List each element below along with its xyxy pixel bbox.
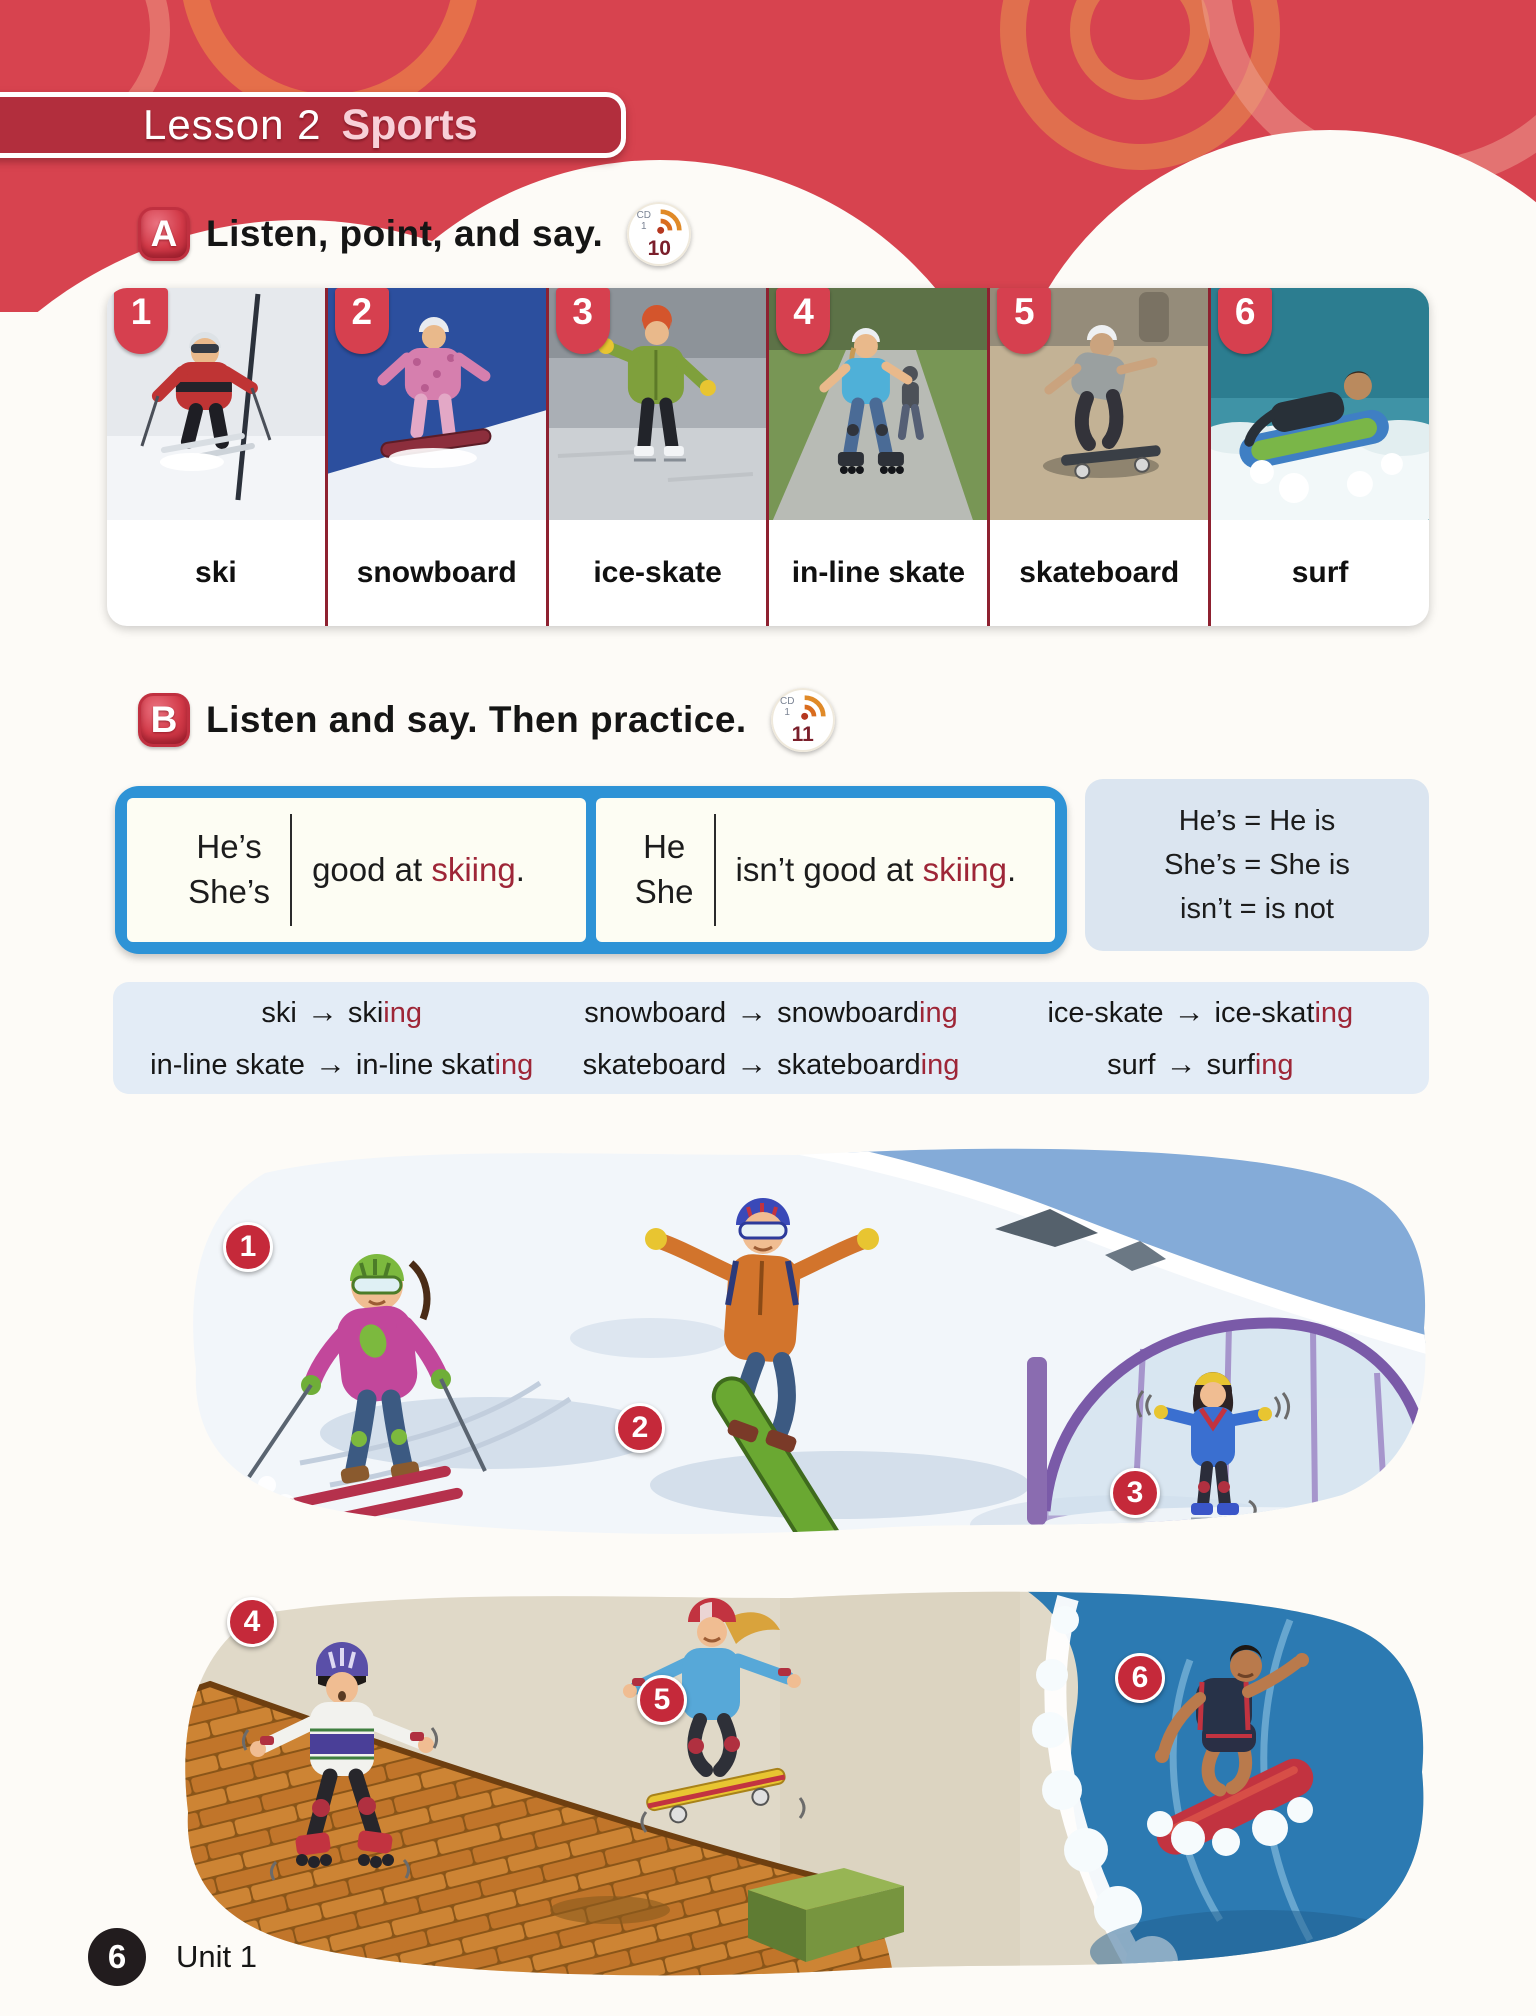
cd-number-label: CD 1 [779, 696, 795, 718]
unit-label: Unit 1 [176, 1939, 257, 1974]
gerund-transformations [113, 982, 1429, 1094]
lesson-title: Sports [341, 100, 478, 149]
contractions-note [1085, 779, 1429, 951]
transform-skateboard: skateboard → skateboarding [582, 1046, 960, 1081]
vocab-card-ice-skate [549, 288, 770, 626]
scene-number-badge: 6 [1115, 1653, 1165, 1703]
lesson-number: Lesson 2 [143, 101, 322, 148]
card-label: skateboard [1019, 556, 1180, 590]
pronoun: He’s [196, 828, 262, 866]
arrow-icon: → [306, 994, 338, 1029]
card-number-badge: 2 [335, 288, 389, 354]
card-number-badge: 5 [997, 288, 1051, 354]
section-a-title: Listen, point, and say. [206, 213, 604, 254]
page-footer [88, 1928, 257, 1986]
arrow-icon: → [1173, 994, 1205, 1029]
subject-pronouns [635, 825, 694, 914]
section-a-heading [138, 202, 691, 266]
card-label: snowboard [356, 556, 517, 590]
pronoun: She [634, 873, 694, 910]
negative-pattern [596, 798, 1055, 942]
arrow-icon: → [736, 1046, 768, 1081]
pronoun: She’s [188, 873, 271, 910]
cd-number-label: CD 1 [636, 210, 652, 232]
photo-ski [107, 288, 325, 520]
photo-snowboard [328, 288, 546, 520]
pronoun: He [643, 828, 686, 866]
arrow-icon: → [736, 994, 768, 1029]
scene-number-badge: 4 [227, 1597, 277, 1647]
grammar-pattern-box [115, 786, 1067, 954]
winter-scene-illustration [150, 1133, 1442, 1551]
section-b-title: Listen and say. Then practice. [206, 699, 747, 740]
scene-number-badge: 1 [223, 1222, 273, 1272]
street-beach-scene-panel [140, 1580, 1440, 1980]
arrow-icon: → [314, 1046, 346, 1081]
vocab-card-ski [107, 288, 328, 626]
vocab-card-in-line-skate [769, 288, 990, 626]
divider [714, 814, 716, 926]
vocabulary-photo-strip [107, 288, 1429, 626]
divider [290, 814, 292, 926]
photo-surf [1211, 288, 1429, 520]
card-number-badge: 1 [114, 288, 168, 354]
card-number-badge: 4 [776, 288, 830, 354]
scene-number-badge: 3 [1110, 1468, 1160, 1518]
audio-cd-icon [771, 688, 835, 752]
contraction-line: isn’t = is not [1180, 892, 1334, 925]
card-number-badge: 6 [1218, 288, 1272, 354]
card-label: ice-skate [593, 556, 722, 590]
photo-ice-skate [549, 288, 767, 520]
audio-track-number: 10 [647, 237, 671, 260]
photo-in-line-skate [769, 288, 987, 520]
transform-surf: surf → surfing [1107, 1046, 1294, 1081]
transform-ski: ski → skiing [261, 994, 422, 1029]
page-number: 6 [88, 1928, 146, 1986]
card-label: ski [195, 556, 237, 590]
subject-pronouns [188, 825, 270, 914]
vocab-card-snowboard [328, 288, 549, 626]
lesson-banner [0, 92, 626, 158]
contraction-line: She’s = She is [1164, 848, 1350, 881]
audio-cd-icon [627, 202, 691, 266]
scene-number-badge: 2 [615, 1403, 665, 1453]
transform-ice-skate: ice-skate → ice-skating [1047, 994, 1354, 1029]
card-label: surf [1291, 556, 1349, 590]
affirmative-pattern [127, 798, 586, 942]
predicate: good at skiing. [312, 851, 525, 888]
predicate: isn’t good at skiing. [735, 851, 1017, 888]
section-a-badge: A [138, 207, 190, 261]
winter-scene-panel [150, 1133, 1442, 1551]
section-b-heading [138, 688, 835, 752]
transform-in-line-skate: in-line skate → in-line skating [150, 1046, 534, 1081]
vocab-card-skateboard [990, 288, 1211, 626]
contraction-line: He’s = He is [1178, 804, 1336, 837]
sound-waves-icon [800, 693, 828, 721]
sound-waves-icon [656, 207, 684, 235]
photo-skateboard [990, 288, 1208, 520]
arrow-icon: → [1165, 1046, 1197, 1081]
vocab-card-surf [1211, 288, 1429, 626]
transform-snowboard: snowboard → snowboarding [584, 994, 958, 1029]
street-beach-scene-illustration [140, 1580, 1440, 1980]
scene-number-badge: 5 [637, 1675, 687, 1725]
section-b-badge: B [138, 693, 190, 747]
audio-track-number: 11 [791, 723, 814, 746]
card-label: in-line skate [791, 556, 966, 590]
card-number-badge: 3 [556, 288, 610, 354]
